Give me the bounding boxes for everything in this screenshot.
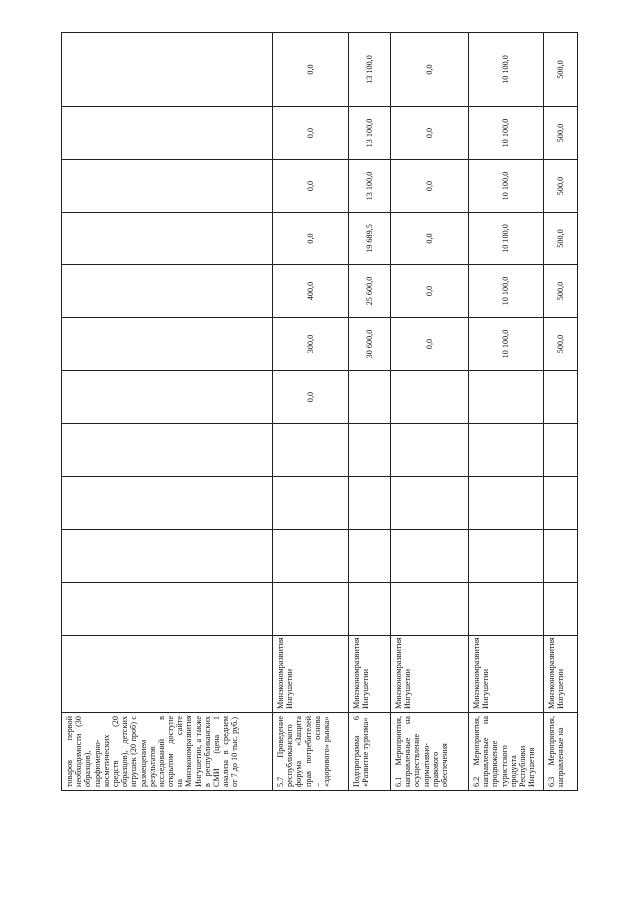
value-cell [544, 583, 578, 636]
value-cell: 300,0 [273, 318, 349, 371]
value-cell [273, 530, 349, 583]
value-cell: 0,0 [273, 33, 349, 107]
value-cell: 0,0 [273, 213, 349, 265]
value-cell [62, 213, 273, 265]
value-cell: 0,0 [273, 107, 349, 160]
table-row [62, 33, 273, 791]
value-cell: 10 100,0 [469, 265, 544, 318]
value-cell [62, 424, 273, 477]
table-row [273, 33, 349, 791]
value-cell [349, 477, 391, 530]
value-cell [349, 424, 391, 477]
value-cell [349, 583, 391, 636]
value-cell: 10 100,0 [469, 213, 544, 265]
value-cell: 13 100,0 [349, 33, 391, 107]
value-cell [391, 477, 469, 530]
value-cell: 500,0 [544, 213, 578, 265]
value-cell: 500,0 [544, 318, 578, 371]
value-cell: 0,0 [391, 318, 469, 371]
value-cell: 0,0 [273, 371, 349, 424]
value-cell [544, 371, 578, 424]
value-cell [62, 371, 273, 424]
table-row [391, 33, 469, 791]
value-cell [391, 371, 469, 424]
measure-name-cell: товаров первой необходимости (30 образцов), парфюмерно-косметических средств (20 образцов), детских игрушек (20 проб) с размещением результатов исследований в открытом доступе на сайте Минэкономразвития Ингушетии, а также в республиканских СМИ (цена 1 анализа в среднем от 7 до 10 тыс. руб.) [62, 713, 273, 791]
executor-cell: Минэкономразвития Ингушетии [469, 636, 544, 713]
value-cell [62, 583, 273, 636]
value-cell [62, 318, 273, 371]
value-cell: 10 100,0 [469, 107, 544, 160]
value-cell [62, 477, 273, 530]
value-cell [391, 583, 469, 636]
value-cell: 25 600,0 [349, 265, 391, 318]
executor-cell: Минэкономразвития Ингушетии [349, 636, 391, 713]
value-cell [391, 424, 469, 477]
value-cell [544, 424, 578, 477]
measure-name-cell: 5.7 Проведение республиканского форума «Защита прав потребителей – основа «здорового» рынка» [273, 713, 349, 791]
measure-name-cell: Подпрограмма 6 «Развитие туризма» [349, 713, 391, 791]
value-cell: 30 600,0 [349, 318, 391, 371]
value-cell: 0,0 [391, 107, 469, 160]
executor-cell [62, 636, 273, 713]
table-row [349, 33, 391, 791]
value-cell: 13 100,0 [349, 160, 391, 213]
value-cell: 400,0 [273, 265, 349, 318]
measure-name-cell: 6.1 Мероприятия, направленные на осуществление нормативно-правового обеспечения [391, 713, 469, 791]
value-cell [544, 530, 578, 583]
value-cell [349, 530, 391, 583]
value-cell [273, 477, 349, 530]
value-cell [273, 424, 349, 477]
value-cell [469, 477, 544, 530]
value-cell [469, 583, 544, 636]
value-cell: 10 100,0 [469, 160, 544, 213]
value-cell: 0,0 [391, 265, 469, 318]
value-cell: 0,0 [391, 160, 469, 213]
value-cell: 0,0 [391, 213, 469, 265]
value-cell: 10 100,0 [469, 318, 544, 371]
value-cell: 500,0 [544, 107, 578, 160]
value-cell: 0,0 [273, 160, 349, 213]
value-cell [62, 33, 273, 107]
table-row [469, 33, 544, 791]
table-body [62, 33, 578, 791]
value-cell: 500,0 [544, 160, 578, 213]
value-cell [62, 160, 273, 213]
value-cell: 19 689,5 [349, 213, 391, 265]
value-cell: 10 100,0 [469, 33, 544, 107]
executor-cell: Минэкономразвития Ингушетии [544, 636, 578, 713]
measure-name-cell: 6.3 Мероприятия, направленные на [544, 713, 578, 791]
measure-name-cell: 6.2 Мероприятия, направленные на продвижение туристского продукта Республики Ингушетия [469, 713, 544, 791]
table-row [544, 33, 578, 791]
value-cell [544, 477, 578, 530]
value-cell: 500,0 [544, 265, 578, 318]
value-cell [391, 530, 469, 583]
value-cell [62, 107, 273, 160]
value-cell [273, 583, 349, 636]
value-cell [62, 530, 273, 583]
value-cell [349, 371, 391, 424]
value-cell: 0,0 [391, 33, 469, 107]
budget-table [61, 32, 578, 791]
value-cell [469, 424, 544, 477]
value-cell [62, 265, 273, 318]
executor-cell: Минэкономразвития Ингушетии [273, 636, 349, 713]
value-cell: 500,0 [544, 33, 578, 107]
value-cell: 13 100,0 [349, 107, 391, 160]
value-cell [469, 371, 544, 424]
value-cell [469, 530, 544, 583]
rotated-page [61, 55, 577, 791]
executor-cell: Минэкономразвития Ингушетии [391, 636, 469, 713]
